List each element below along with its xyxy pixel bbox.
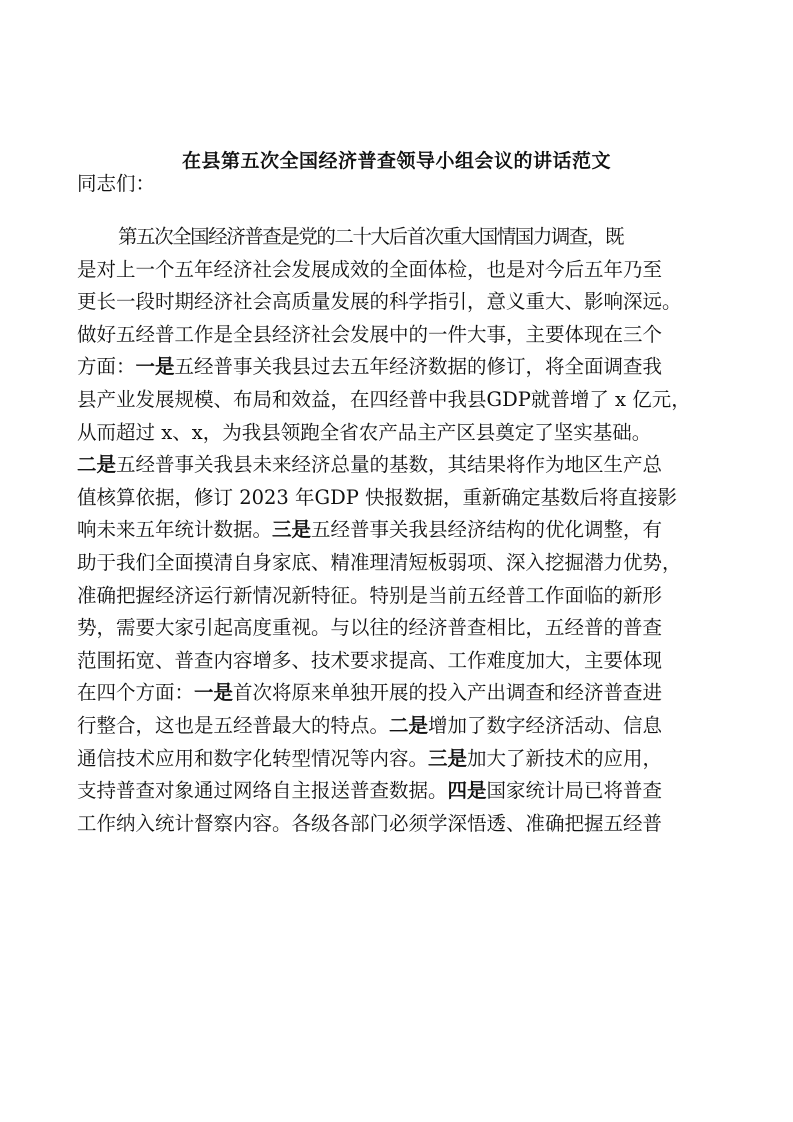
emphasis-text: 一是 xyxy=(194,681,234,705)
line-text: 五经普事关我县过去五年经济数据的修订，将全面调查我 xyxy=(174,355,663,379)
emphasis-text: 三是 xyxy=(272,518,312,542)
body-line xyxy=(77,681,737,705)
line-text: 势，需要大家引起高度重视。与以往的经济普查相比，五经普的普查 xyxy=(77,616,663,640)
body-line xyxy=(77,290,737,314)
emphasis-text: 二是 xyxy=(389,714,429,737)
line-text: 第五次全国经济普查是党的二十大后首次重大国情国力调查，既 xyxy=(118,225,624,248)
line-text: 响未来五年统计数据。 xyxy=(77,518,273,542)
line-text: 五经普事关我县经济结构的优化调整，有 xyxy=(311,518,663,542)
line-text: 从而超过 x、x，为我县领跑全省农产品主产区县奠定了坚实基础。 xyxy=(77,420,652,444)
body-line xyxy=(118,225,778,249)
body-line xyxy=(77,747,737,771)
line-text: 助于我们全面摸清自身家底、精准理清短板弱项、深入挖掘潜力优势， xyxy=(77,551,682,574)
body-line xyxy=(77,355,737,379)
line-text: 工作纳入统计督察内容。各级各部门必须学深悟透、准确把握五经普 xyxy=(77,811,663,835)
line-text: 首次将原来单独开展的投入产出调查和经济普查进 xyxy=(233,681,663,705)
line-text: 值核算依据，修订 2023 年GDP 快报数据，重新确定基数后将直接影 xyxy=(77,485,678,509)
line-text: 在四个方面： xyxy=(77,681,195,705)
body-line xyxy=(77,649,737,673)
body-line xyxy=(77,551,737,575)
line-text: 是对上一个五年经济社会发展成效的全面体检，也是对今后五年乃至 xyxy=(77,257,663,281)
body-line xyxy=(77,388,737,412)
line-text: 通信技术应用和数字化转型情况等内容。 xyxy=(77,746,429,770)
document-title: 在县第五次全国经济普查领导小组会议的讲话范文 xyxy=(181,150,611,172)
emphasis-text: 三是 xyxy=(428,746,468,770)
line-text: 国家统计局已将普查 xyxy=(486,779,663,803)
body-line xyxy=(77,453,737,477)
emphasis-text: 二是 xyxy=(77,453,117,477)
emphasis-text: 四是 xyxy=(447,779,487,803)
body-line xyxy=(77,779,737,803)
line-text: 五经普事关我县未来经济总量的基数，其结果将作为地区生产总 xyxy=(116,453,663,477)
line-text: 方面： xyxy=(77,355,136,379)
line-text: 准确把握经济运行新情况新特征。特别是当前五经普工作面临的新形 xyxy=(77,583,663,607)
greeting: 同志们： xyxy=(77,172,156,195)
line-text: 支持普查对象通过网络自主报送普查数据。 xyxy=(77,779,448,803)
body-line xyxy=(77,518,737,542)
body-line xyxy=(77,584,737,608)
line-text: 行整合，这也是五经普最大的特点。 xyxy=(77,714,390,737)
body-line xyxy=(77,258,737,282)
line-text: 范围拓宽、普查内容增多、技术要求提高、工作难度加大，主要体现 xyxy=(77,648,663,672)
body-line xyxy=(77,323,737,347)
body-line xyxy=(77,616,737,640)
body-line xyxy=(77,486,737,510)
line-text: 做好五经普工作是全县经济社会发展中的一件大事，主要体现在三个 xyxy=(77,322,663,346)
line-text: 县产业发展规模、布局和效益，在四经普中我县GDP就普增了 x 亿元， xyxy=(77,388,691,411)
body-line xyxy=(77,714,737,738)
line-text: 增加了数字经济活动、信息 xyxy=(428,714,663,737)
line-text: 更长一段时期经济社会高质量发展的科学指引，意义重大、影响深远。 xyxy=(77,290,682,314)
line-text: 加大了新技术的应用， xyxy=(467,746,663,770)
emphasis-text: 一是 xyxy=(135,355,175,379)
body-line xyxy=(77,812,737,836)
body-line xyxy=(77,421,737,445)
